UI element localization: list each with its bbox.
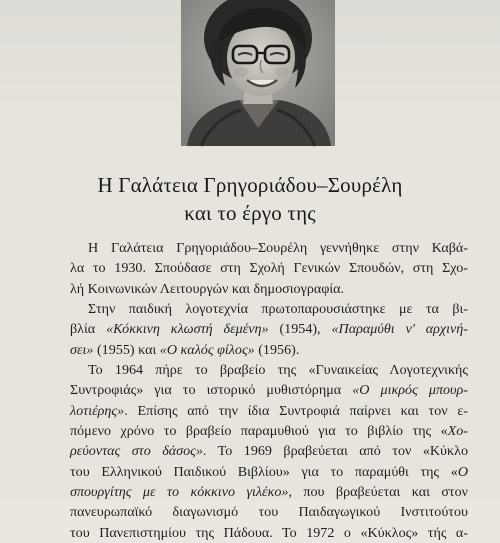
body-line: λοτιέρης». Επίσης από την ίδια Συντροφιά παίρνει και τον ε-	[70, 402, 468, 419]
body-line: Η Γαλάτεια Γρηγοριάδου–Σουρέλη γεννήθηκε στην Καβά-	[88, 240, 468, 256]
body-line: πόμενο χρόνο το βραβείο παραμυθιού για το βιβλίο της «Χο-	[70, 423, 468, 440]
book-title-italic: «Παραμύθι ν' αρχινή-	[331, 321, 468, 338]
book-title-italic: σπουργίτης με το κόκκινο γιλέκο»	[70, 484, 289, 501]
portrait-illustration	[181, 0, 335, 146]
body-line: βλία «Κόκκινη κλωστή δεμένη» (1954), «Παραμύθι ν' αρχινή-	[70, 321, 468, 338]
article-body	[70, 238, 468, 543]
body-line: πανευρωπαϊκό διαγωνισμό του Παιδαγωγικού Ινστιτούτου	[70, 504, 468, 521]
author-portrait-photo	[181, 0, 335, 146]
body-line: του Ελληνικού Παιδικού Βιβλίου» για το παραμύθι της «Ο	[70, 463, 468, 480]
body-line: λή Κοινωνικών Λειτουργών και δημοσιογραφία.	[70, 280, 345, 297]
body-line: λα το 1930. Σπούδασε στη Σχολή Γενικών Σπουδών, στη Σχο-	[70, 260, 468, 277]
book-title-italic: σει»	[70, 341, 94, 358]
body-line: Στην παιδική λογοτεχνία πρωτοπαρουσιάστηκε με τα βι-	[88, 301, 468, 318]
article-title-line-1: Η Γαλάτεια Γρηγοριάδου–Σουρέλη	[97, 173, 403, 197]
article-title-line-2: και το έργο της	[184, 201, 316, 225]
body-line: σπουργίτης με το κόκκινο γιλέκο», που βραβεύεται και στον	[70, 484, 468, 501]
body-line: ρεύοντας στο δάσος». Το 1969 βραβεύεται από τον «Κύκλο	[70, 443, 468, 460]
body-line: του Πανεπιστημίου της Πάδουα. Το 1972 ο «Κύκλος» τής α-	[70, 524, 468, 541]
book-title-italic: «Ο καλός φίλος»	[159, 341, 255, 358]
book-title-italic: λοτιέρης»	[70, 402, 125, 419]
body-line: Συντροφιάς» για το ιστορικό μυθιστόρημα «Ο μικρός μπουρ-	[70, 382, 468, 399]
book-title-italic: «Κόκκινη κλωστή δεμένη»	[106, 321, 269, 338]
book-title-italic: «Ο μικρός μπουρ-	[352, 382, 468, 399]
body-line: Το 1964 πήρε το βραβείο της «Γυναικείας Λογοτεχνικής	[88, 362, 468, 379]
book-title-italic: ρεύοντας στο δάσος»	[70, 443, 203, 460]
body-line: σει» (1955) και «Ο καλός φίλος» (1956).	[70, 341, 300, 358]
book-title-italic: Ο	[457, 463, 468, 480]
book-title-italic: Χο-	[447, 423, 468, 440]
